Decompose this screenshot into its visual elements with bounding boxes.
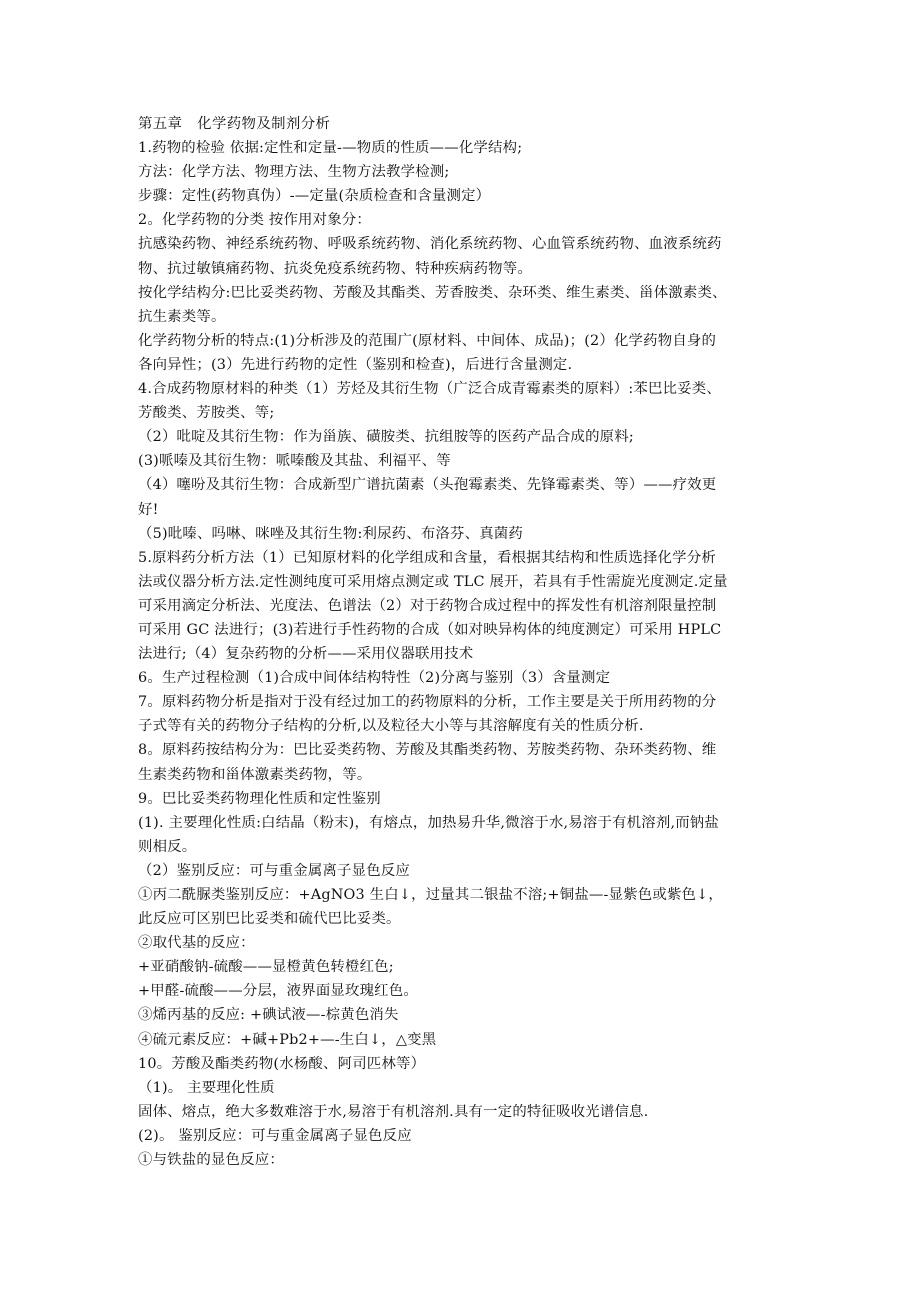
text-line: +亚硝酸钠-硫酸——显橙黄色转橙红色; <box>138 959 394 976</box>
text-line: 方法：化学方法、物理方法、生物方法教学检测; <box>138 164 450 181</box>
text-line: (1). 主要理化性质:白结晶（粉末)，有熔点，加热易升华,微溶于水,易溶于有机溶剂,而钠盐 <box>138 814 719 831</box>
text-line: （2）鉴别反应：可与重金属离子显色反应 <box>138 862 410 879</box>
text-line: 5.原料药分析方法（1）已知原材料的化学组成和含量，看根据其结构和性质选择化学分析 <box>138 549 716 566</box>
text-line: 则相反。 <box>138 838 197 855</box>
text-line: +甲醛-硫酸——分层，液界面显玫瑰红色。 <box>138 983 418 1000</box>
text-line: ④硫元素反应：+碱+Pb2+—-生白↓，△变黑 <box>138 1031 437 1048</box>
text-line: (3)哌嗪及其衍生物：哌嗪酸及其盐、利福平、等 <box>138 453 451 470</box>
text-line: 8。原料药按结构分为：巴比妥类药物、芳酸及其酯类药物、芳胺类药物、杂环类药物、维 <box>138 742 717 759</box>
text-line: 9。巴比妥类药物理化性质和定性鉴别 <box>138 790 381 807</box>
text-line: 抗生素类等。 <box>138 308 226 325</box>
text-line: 2。化学药物的分类 按作用对象分： <box>138 212 371 229</box>
text-line: ③烯丙基的反应: +碘试液—-棕黄色消失 <box>138 1007 399 1024</box>
text-line: 法进行;（4）复杂药物的分析——采用仪器联用技术 <box>138 646 474 663</box>
text-line: （4）噻吩及其衍生物：合成新型广谱抗菌素（头孢霉素类、先锋霉素类、等）——疗效更 <box>138 477 717 494</box>
text-line: 生素类药物和甾体激素类药物，等。 <box>138 766 372 783</box>
text-line: 按化学结构分:巴比妥类药物、芳酸及其酯类、芳香胺类、杂环类、维生素类、甾体激素类、 <box>138 284 727 301</box>
text-line: （5)吡嗪、吗啉、咪唑及其衍生物:利尿药、布洛芬、真菌药 <box>138 525 523 542</box>
text-line: (2)。 鉴别反应：可与重金属离子显色反应 <box>138 1127 412 1144</box>
text-line: 好! <box>138 501 159 518</box>
text-line: ②取代基的反应： <box>138 935 255 952</box>
text-line: 抗感染药物、神经系统药物、呼吸系统药物、消化系统药物、心血管系统药物、血液系统药 <box>138 236 722 253</box>
text-line: 7。原料药物分析是指对于没有经过加工的药物原料的分析，工作主要是关于所用药物的分 <box>138 694 717 711</box>
chapter-title: 第五章 化学药物及制剂分析 <box>138 116 331 132</box>
text-line: 可采用 GC 法进行；(3)若进行手性药物的合成（如对映异构体的纯度测定）可采用 HPLC <box>138 621 722 638</box>
document-page <box>138 112 788 1172</box>
text-line: ①与铁盐的显色反应： <box>138 1152 284 1169</box>
text-line: 10。芳酸及酯类药物(水杨酸、阿司匹林等） <box>138 1055 426 1072</box>
text-line: 1.药物的检验 依据:定性和定量-—物质的性质——化学结构; <box>138 140 523 157</box>
text-line: 物、抗过敏镇痛药物、抗炎免疫系统药物、特种疾病药物等。 <box>138 260 532 277</box>
text-line: 6。生产过程检测（1)合成中间体结构特性（2)分离与鉴别（3）含量测定 <box>138 670 611 687</box>
text-line: 4.合成药物原材料的种类（1）芳烃及其衍生物（广泛合成青霉素类的原料）:苯巴比妥类、 <box>138 381 721 398</box>
text-line: （2）吡啶及其衍生物：作为甾族、磺胺类、抗组胺等的医药产品合成的原料; <box>138 429 634 446</box>
text-line: 子式等有关的药物分子结构的分析,以及粒径大小等与其溶解度有关的性质分析. <box>138 718 644 735</box>
text-line: 芳酸类、芳胺类、等; <box>138 405 275 422</box>
text-line: 固体、熔点，绝大多数难溶于水,易溶于有机溶剂.具有一定的特征吸收光谱信息. <box>138 1103 649 1120</box>
text-line: ①丙二酰脲类鉴别反应：+AgNO3 生白↓，过量其二银盐不溶;+铜盐—-显紫色或紫色↓， <box>138 887 723 903</box>
text-line: 各向异性；(3）先进行药物的定性（鉴别和检查)，后进行含量测定. <box>138 356 573 373</box>
text-line: （1)。 主要理化性质 <box>138 1079 275 1096</box>
text-line: 此反应可区别巴比妥类和硫代巴比妥类。 <box>138 911 401 928</box>
text-line: 步骤：定性(药物真伪）-—定量(杂质检查和含量测定） <box>138 188 491 205</box>
text-line: 化学药物分析的特点:(1)分析涉及的范围广(原材料、中间体、成品)；(2）化学药物自身的 <box>138 332 717 349</box>
text-line: 可采用滴定分析法、光度法、色谱法（2）对于药物合成过程中的挥发性有机溶剂限量控制 <box>138 597 717 614</box>
text-line: 法或仪器分析方法.定性测纯度可采用熔点测定或 TLC 展开，若具有手性需旋光度测定.定量 <box>138 573 728 590</box>
